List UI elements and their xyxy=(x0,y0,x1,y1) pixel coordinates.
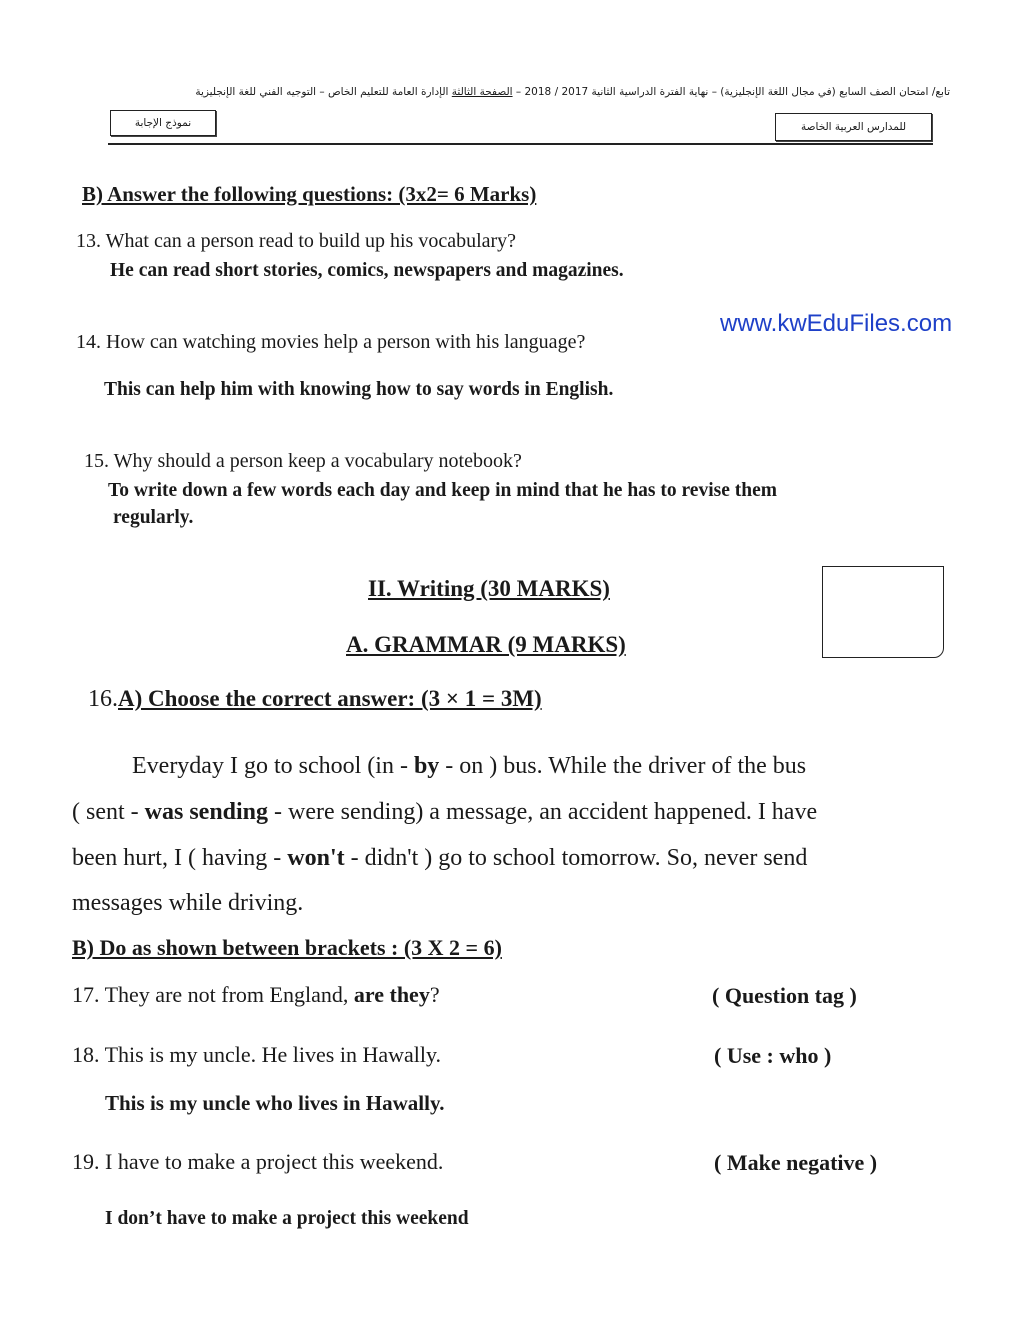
answer-19: I don’t have to make a project this weekend xyxy=(105,1208,469,1229)
correct-choice: won't xyxy=(287,845,345,871)
question-text: How can watching movies help a person with his language? xyxy=(106,331,586,353)
question-text: What can a person read to build up his vocabulary? xyxy=(105,230,517,252)
text-segment: - were sending) a message, an accident happened. I have xyxy=(268,799,818,825)
marks-box xyxy=(822,566,944,658)
correct-choice: by xyxy=(413,753,440,779)
text-segment: been hurt, I ( having - xyxy=(72,845,288,871)
text-segment: ( sent - xyxy=(72,799,145,825)
question-15 xyxy=(84,450,522,473)
section-b-heading: B) Answer the following questions: (3x2= 6 Marks) xyxy=(82,182,537,206)
question-number: 13. xyxy=(76,230,101,252)
question-18: 18. This is my uncle. He lives in Hawally. xyxy=(72,1042,442,1067)
exam-header-line xyxy=(110,86,950,98)
question-number: 16. xyxy=(88,686,118,712)
instruction-question-tag: ( Question tag ) xyxy=(712,983,857,1008)
question-13 xyxy=(76,230,516,253)
question-19: 19. I have to make a project this weekend. xyxy=(72,1149,444,1174)
header-divider xyxy=(108,143,933,145)
answer-13: He can read short stories, comics, newspapers and magazines. xyxy=(110,260,624,281)
question-number: 15. xyxy=(84,450,109,472)
text-segment: - on ) bus. While the driver of the bus xyxy=(439,753,807,779)
question-text: 17. They are not from England, xyxy=(72,982,354,1007)
do-as-shown-heading: B) Do as shown between brackets : (3 X 2 = 6) xyxy=(72,935,502,960)
question-16-heading xyxy=(88,686,542,713)
paragraph-line-3 xyxy=(72,836,807,882)
paragraph-line-4: messages while driving. xyxy=(72,890,304,916)
schools-label-box: للمدارس العربية الخاصة xyxy=(775,113,932,141)
website-watermark: www.kwEduFiles.com xyxy=(720,310,953,337)
text-segment: Everyday I go to school (in - xyxy=(132,753,414,779)
question-tag-answer: are they xyxy=(353,982,430,1007)
question-text: ? xyxy=(429,982,440,1007)
choose-heading: A) Choose the correct answer: (3 × 1 = 3M) xyxy=(118,686,542,711)
question-text: Why should a person keep a vocabulary notebook? xyxy=(113,450,522,472)
answer-14: This can help him with knowing how to say words in English. xyxy=(104,379,614,400)
instruction-make-negative: ( Make negative ) xyxy=(714,1150,878,1175)
header-page-label: الصفحة الثالثة xyxy=(451,86,513,98)
text-segment: - didn't ) go to school tomorrow. So, never send xyxy=(344,845,808,871)
answer-18: This is my uncle who lives in Hawally. xyxy=(105,1091,445,1115)
answer-key-label-box: نموذج الإجابة xyxy=(110,110,216,136)
answer-15-line-2: regularly. xyxy=(113,507,194,528)
header-part-2: الإدارة العامة للتعليم الخاص – التوجيه الفني للغة الإنجليزية xyxy=(195,86,452,98)
writing-title: II. Writing (30 MARKS) xyxy=(368,576,610,601)
correct-choice: was sending xyxy=(144,799,269,825)
instruction-use-who: ( Use : who ) xyxy=(714,1043,832,1068)
question-17 xyxy=(72,982,440,1008)
answer-15-line-1: To write down a few words each day and keep in mind that he has to revise them xyxy=(108,480,777,501)
header-part-1: تابع/ امتحان الصف السابع (في مجال اللغة الإنجليزية) – نهاية الفترة الدراسية الثانية 2017 / 2018 – xyxy=(512,86,950,98)
question-number: 14. xyxy=(76,331,101,353)
question-14 xyxy=(76,331,585,354)
paragraph-line-1 xyxy=(132,744,806,790)
grammar-title: A. GRAMMAR (9 MARKS) xyxy=(346,632,626,657)
paragraph-line-2 xyxy=(72,790,817,836)
